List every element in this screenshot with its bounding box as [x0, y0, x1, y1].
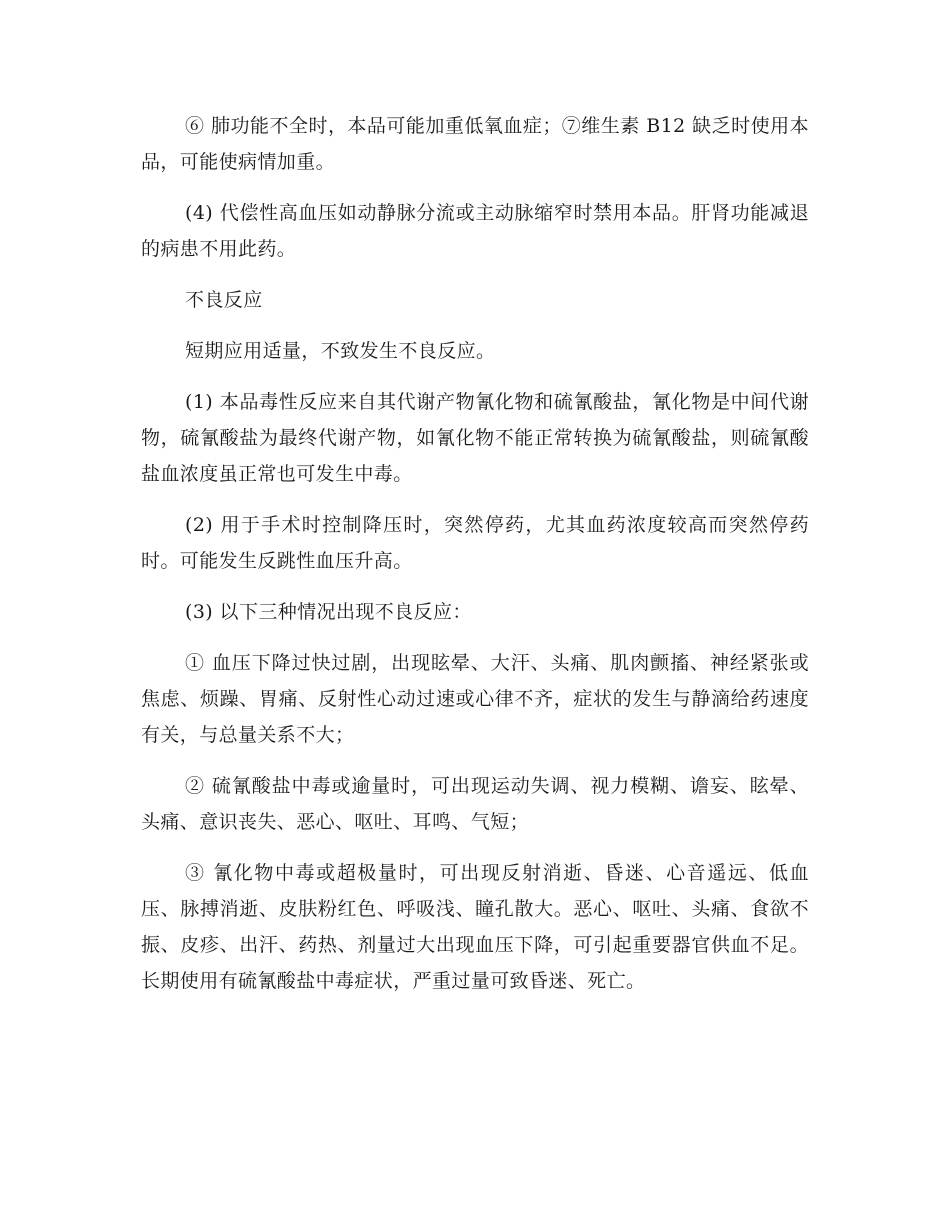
paragraph-cyanide-poisoning: ③ 氰化物中毒或超极量时，可出现反射消逝、昏迷、心音遥远、低血压、脉搏消逝、皮肤粉红色、呼吸浅、瞳孔散大。恶心、呕吐、头痛、食欲不振、皮疹、出汗、药热、剂量过大出现血压下降，可引起重要器官供血不足。长期使用有硫氰酸盐中毒症状，严重过量可致昏迷、死亡。	[141, 862, 809, 992]
paragraph-contraindication-hypertension: (4) 代偿性高血压如动静脉分流或主动脉缩窄时禁用本品。肝肾功能减退的病患不用此药。	[141, 202, 809, 260]
paragraph-blood-pressure-drop: ① 血压下降过快过剧，出现眩晕、大汗、头痛、肌肉颤搐、神经紧张或焦虑、烦躁、胃痛、反射性心动过速或心律不齐，症状的发生与静滴给药速度有关，与总量关系不大；	[141, 652, 809, 746]
paragraph-three-situations: (3) 以下三种情况出现不良反应：	[185, 601, 472, 623]
paragraph-toxicity-metabolites: (1) 本品毒性反应来自其代谢产物氰化物和硫氰酸盐，氰化物是中间代谢物，硫氰酸盐为最终代谢产物，如氰化物不能正常转换为硫氰酸盐，则硫氰酸盐血浓度虽正常也可发生中毒。	[141, 391, 809, 485]
paragraph-short-term-use: 短期应用适量，不致发生不良反应。	[185, 340, 496, 362]
paragraph-thiocyanate-poisoning: ② 硫氰酸盐中毒或逾量时，可出现运动失调、视力模糊、谵妄、眩晕、头痛、意识丧失、恶心、呕吐、耳鸣、气短；	[141, 775, 809, 833]
section-heading-adverse-reactions: 不良反应	[185, 289, 263, 311]
paragraph-rebound-hypertension: (2) 用于手术时控制降压时，突然停药，尤其血药浓度较高而突然停药时。可能发生反跳性血压升高。	[141, 514, 809, 572]
paragraph-lung-b12-warning: ⑥ 肺功能不全时，本品可能加重低氧血症；⑦维生素 B12 缺乏时使用本品，可能使病情加重。	[141, 115, 809, 173]
document-body	[141, 108, 809, 1014]
